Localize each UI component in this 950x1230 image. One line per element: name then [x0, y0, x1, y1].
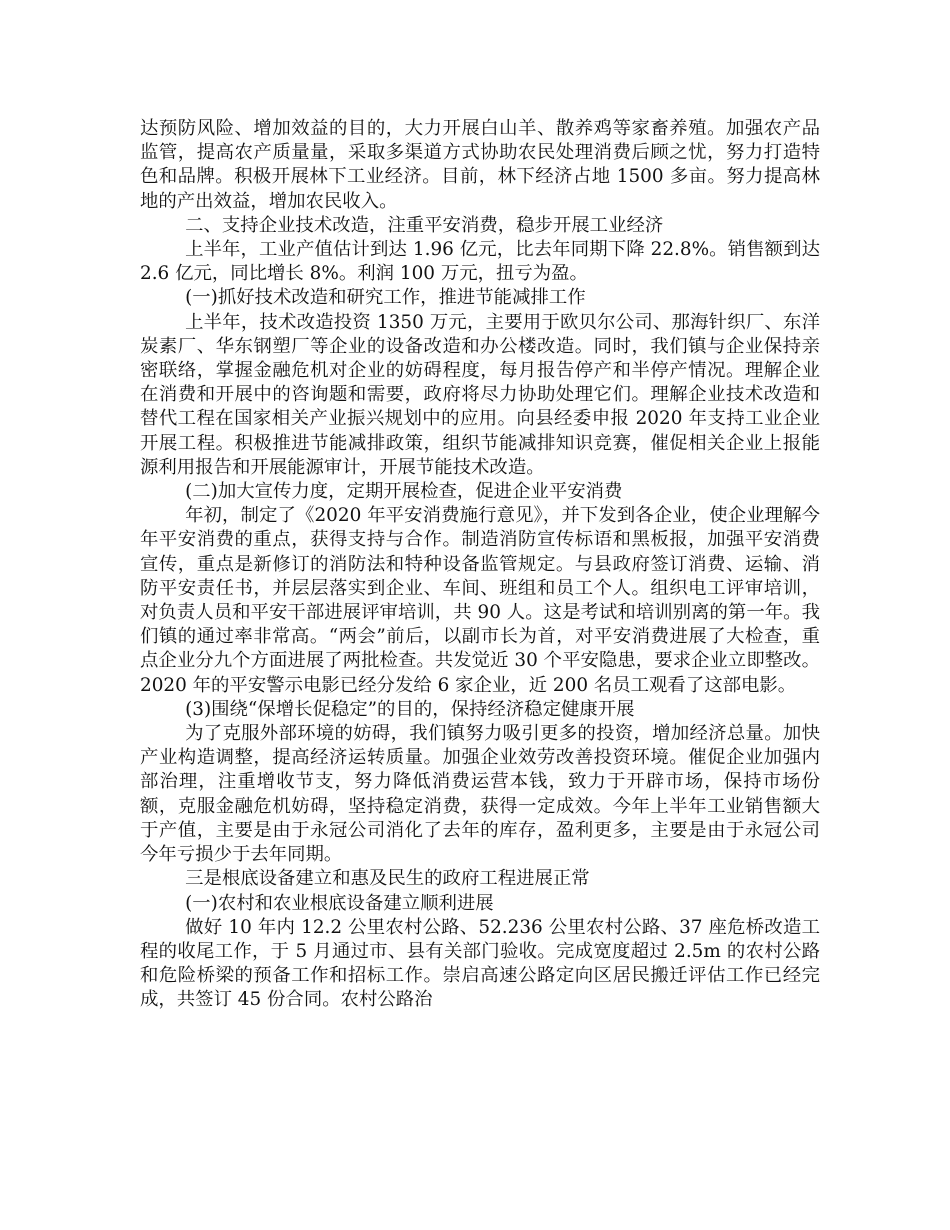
paragraph-output-summary: 上半年，工业产值估计到达 1.96 亿元，比去年同期下降 22.8%。销售额到达 2.6 亿元，同比增长 8%。利润 100 万元，扭亏为盈。 [140, 239, 820, 285]
document-page [140, 117, 820, 1013]
subheading-safety-promotion: (二)加大宣传力度，定期开展检查，促进企业平安消费 [185, 481, 623, 503]
subheading-tech-reform: (一)抓好技术改造和研究工作，推进节能减排工作 [185, 287, 586, 309]
section-heading-3: 三是根底设备建立和惠及民生的政府工程进展正常 [185, 868, 590, 890]
paragraph-stable-growth: 为了克服外部环境的妨碍，我们镇努力吸引更多的投资，增加经济总量。加快产业构造调整，提高经济运转质量。加强企业效劳改善投资环境。催促企业加强内部治理，注重增收节支，努力降低消费运营本钱，致力于开辟市场，保持市场份额，克服金融危机妨碍，坚持稳定消费，获得一定成效。今年上半年工业销售额大于产值，主要是由于永冠公司消化了去年的库存，盈利更多，主要是由于永冠公司今年亏损少于去年同期。 [140, 723, 820, 866]
paragraph-rural-infrastructure: 做好 10 年内 12.2 公里农村公路、52.236 公里农村公路、37 座危桥改造工程的收尾工作，于 5 月通过市、县有关部门验收。完成宽度超过 2.5m 的农村公路和危险桥梁的预备工作和招标工作。崇启高速公路定向区居民搬迁评估工作已经完成，共签订 45 份合同。农村公路治 [140, 916, 820, 1011]
paragraph-tech-reform: 上半年，技术改造投资 1350 万元，主要用于欧贝尔公司、那海针织厂、东洋炭素厂、华东钢塑厂等企业的设备改造和办公楼改造。同时，我们镇与企业保持亲密联络，掌握金融危机对企业的妨碍程度，每月报告停产和半停产情况。理解企业在消费和开展中的咨询题和需要，政府将尽力协助处理它们。理解企业技术改造和替代工程在国家相关产业振兴规划中的应用。向县经委申报 2020 年支持工业企业开展工程。积极推进节能减排政策，组织节能减排知识竞赛，催促相关企业上报能源利用报告和开展能源审计，开展节能技术改造。 [140, 311, 820, 478]
subheading-rural-infrastructure: (一)农村和农业根底设备建立顺利进展 [185, 892, 494, 914]
paragraph-safety-promotion: 年初，制定了《2020 年平安消费施行意见》，并下发到各企业，使企业理解今年平安消费的重点，获得支持与合作。制造消防宣传标语和黑板报，加强平安消费宣传，重点是新修订的消防法和特种设备监管规定。与县政府签订消费、运输、消防平安责任书，并层层落实到企业、车间、班组和员工个人。组织电工评审培训，对负责人员和平安干部进展评审培训，共 90 人。这是考试和培训别离的第一年。我们镇的通过率非常高。“两会”前后，以副市长为首，对平安消费进展了大检查，重点企业分九个方面进展了两批检查。共发觉近 30 个平安隐患，要求企业立即整改。2020 年的平安警示电影已经分发给 6 家企业，近 200 名员工观看了这部电影。 [140, 505, 820, 696]
paragraph-continuation: 达预防风险、增加效益的目的，大力开展白山羊、散养鸡等家畜养殖。加强农产品监管，提高农产质量量，采取多渠道方式协助农民处理消费后顾之忧，努力打造特色和品牌。积极开展林下工业经济。目前，林下经济占地 1500 多亩。努力提高林地的产出效益，增加农民收入。 [140, 118, 820, 212]
section-heading-2: 二、支持企业技术改造，注重平安消费，稳步开展工业经济 [185, 214, 664, 236]
subheading-stable-growth: (3)围绕“保增长促稳定”的目的，保持经济稳定健康开展 [185, 698, 635, 720]
